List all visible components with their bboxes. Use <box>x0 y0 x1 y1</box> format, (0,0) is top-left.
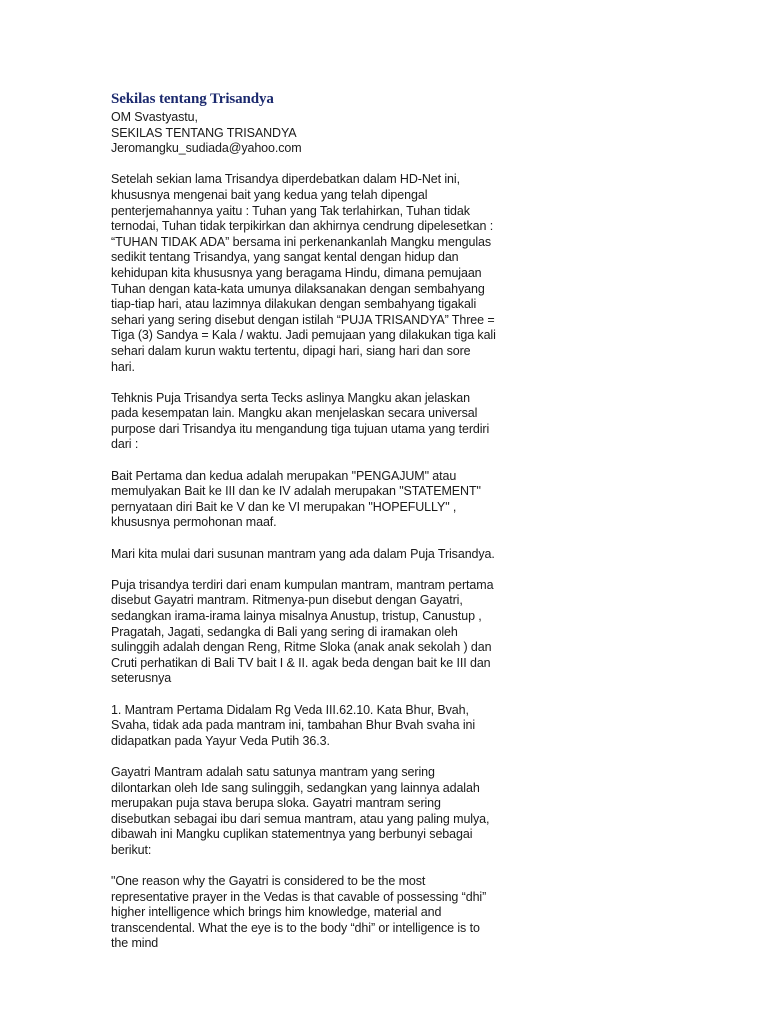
greeting-line: OM Svastyastu, <box>111 110 198 124</box>
paragraph: Puja trisandya terdiri dari enam kumpulan mantram, mantram pertama disebut Gayatri mantram. Ritmenya-pun disebut dengan Gayatri, sedangkan irama-irama lainya misalnya Anustup, tristup, Canustup , Pragatah, Jagati, sedangka di Bali yang sering di iramakan oleh sulinggih adalah dengan Reng, Ritme Sloka (anak anak sekolah ) dan Cruti perhatikan di Bali TV bait I & II. agak beda dengan bait ke III dan seterusnya <box>111 577 494 686</box>
paragraph: Gayatri Mantram adalah satu satunya mantram yang sering dilontarkan oleh Ide sang sulinggih, sedangkan yang lainnya adalah merupakan puja stava berupa sloka. Gayatri mantram sering disebutkan sebagai ibu dari semua mantram, atau yang paling mulya, dibawah ini Mangku cuplikan statementnya yang berbunyi sebagai berikut: <box>111 764 490 857</box>
paragraph: Setelah sekian lama Trisandya diperdebatkan dalam HD-Net ini, khususnya mengenai bait yang kedua yang telah dipengal penterjemahannya yaitu : Tuhan yang Tak terlahirkan, Tuhan tidak ternodai, Tuhan tidak terpikirkan dan akhirnya cendrung dipelesetkan : “TUHAN TIDAK ADA” bersama ini perkenankanlah Mangku mengulas sedikit tentang Trisandya, yang sangat kental dengan hidup dan kehidupan kita khususnya yang beragama Hindu, dimana pemujaan Tuhan dengan kata-kata umunya dilaksanakan dengan sembahyang tiap-tiap hari, atau lazimnya dilakukan dengan sembahyang tigakali sehari yang sering disebut dengan istilah “PUJA TRISANDYA” Three = Tiga (3) Sandya = Kala / waktu. Jadi pemujaan yang dilakukan tiga kali sehari dalam kurun waktu tertentu, dipagi hari, siang hari dan sore hari. <box>111 172 496 374</box>
paragraph: Bait Pertama dan kedua adalah merupakan "PENGAJUM" atau memulyakan Bait ke III dan ke IV adalah merupakan "STATEMENT" pernyataan diri Bait ke V dan ke VI merupakan "HOPEFULLY" , khususnya permohonan maaf. <box>111 468 481 530</box>
paragraph: 1. Mantram Pertama Didalam Rg Veda III.62.10. Kata Bhur, Bvah, Svaha, tidak ada pada mantram ini, tambahan Bhur Bvah svaha ini didapatkan pada Yayur Veda Putih 36.3. <box>111 702 476 748</box>
document-header <box>111 110 511 157</box>
author-email: Jeromangku_sudiada@yahoo.com <box>111 141 302 156</box>
paragraph: Tehknis Puja Trisandya serta Tecks aslinya Mangku akan jelaskan pada kesempatan lain. Mangku akan menjelaskan secara universal purpose dari Trisandya itu mengandung tiga tujuan utama yang terdiri dari : <box>111 390 490 452</box>
quote-paragraph: "One reason why the Gayatri is considered to be the most representative prayer in the Vedas is that cavable of possessing “dhi” higher intelligence which brings him knowledge, material and transcendental. What the eye is to the body “dhi” or intelligence is to the mind <box>111 874 487 951</box>
paragraph: Mari kita mulai dari susunan mantram yang ada dalam Puja Trisandya. <box>111 546 495 561</box>
subtitle-line: SEKILAS TENTANG TRISANDYA <box>111 125 297 140</box>
document-title: Sekilas tentang Trisandya <box>111 91 274 107</box>
document-body <box>111 90 511 952</box>
